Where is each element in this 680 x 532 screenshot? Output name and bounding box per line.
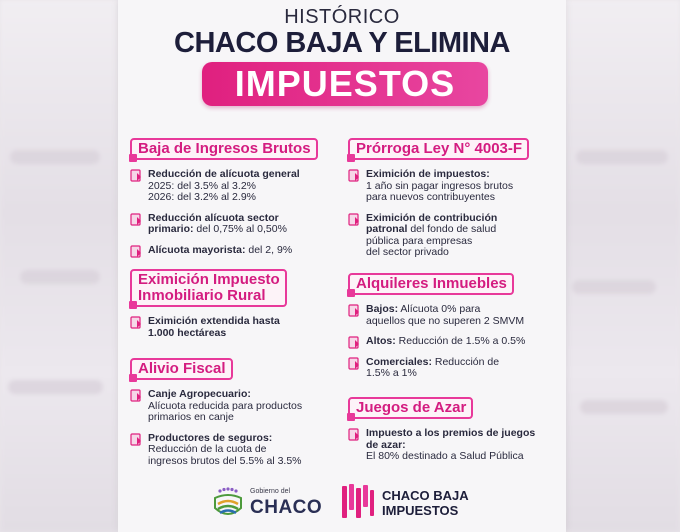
section-juegos-azar [348, 397, 558, 463]
infographic-card [118, 0, 566, 532]
highlight-banner: IMPUESTOS [202, 62, 488, 106]
section-title: Baja de Ingresos Brutos [130, 138, 318, 160]
section-title: Alquileres Inmuebles [348, 273, 514, 295]
document-icon [130, 433, 143, 446]
document-icon [348, 213, 361, 226]
gov-small-label: Gobierno del [250, 488, 291, 495]
list-item: Alícuota mayorista: del 2, 9% [130, 245, 340, 257]
blurred-background-left [0, 0, 118, 532]
section-title: Eximición Impuesto Inmobiliario Rural [130, 269, 287, 307]
document-icon [348, 304, 361, 317]
section-title: Prórroga Ley N° 4003-F [348, 138, 529, 160]
document-icon [348, 169, 361, 182]
list-item: Impuesto a los premios de juegos de azar: El 80% destinado a Salud Pública [348, 428, 558, 463]
campaign-line-2: IMPUESTOS [382, 503, 459, 518]
document-icon [130, 169, 143, 182]
list-item: Eximición de contribución patronal del fondo de salud pública para empresas del sector privado [348, 213, 558, 259]
section-alivio-fiscal [130, 358, 340, 467]
list-item: Altos: Reducción de 1.5% a 0.5% [348, 336, 558, 348]
campaign-line-1: CHACO BAJA [382, 488, 469, 503]
document-icon [130, 213, 143, 226]
main-title: CHACO BAJA Y ELIMINA [174, 27, 510, 59]
pre-title: HISTÓRICO [284, 6, 400, 28]
gov-big-label: CHACO [250, 497, 323, 518]
list-item: Eximición de impuestos: 1 año sin pagar ingresos brutos para nuevos contribuyentes [348, 169, 558, 204]
list-item: Comerciales: Reducción de 1.5% a 1% [348, 357, 558, 380]
footer [118, 480, 566, 524]
list-item: Reducción alícuota sector primario: del 0,75% al 0,50% [130, 213, 340, 236]
document-icon [130, 316, 143, 329]
list-item: Bajos: Alícuota 0% para aquellos que no superen 2 SMVM [348, 304, 558, 327]
gobierno-chaco-logo [210, 484, 330, 522]
section-alquileres [348, 273, 558, 380]
document-icon [348, 428, 361, 441]
blurred-background-right [562, 0, 680, 532]
list-item: Productores de seguros: Reducción de la cuota de ingresos brutos del 5.5% al 3.5% [130, 433, 340, 468]
document-icon [130, 245, 143, 258]
section-title: Alivio Fiscal [130, 358, 233, 380]
list-item: Canje Agropecuario: Alícuota reducida para productos primarios en canje [130, 389, 340, 424]
chaco-baja-impuestos-logo [340, 482, 490, 522]
stripes-logo-icon [340, 482, 376, 522]
document-icon [348, 336, 361, 349]
list-item: Eximición extendida hasta 1.000 hectáreas [130, 316, 340, 339]
section-ingresos-brutos [130, 138, 340, 256]
document-icon [130, 389, 143, 402]
gov-emblem-icon [210, 486, 246, 522]
section-title: Juegos de Azar [348, 397, 473, 419]
section-inmobiliario-rural [130, 269, 340, 339]
section-prorroga-ley [348, 138, 558, 259]
list-item: Reducción de alícuota general 2025: del 3.5% al 3.2% 2026: del 3.2% al 2.9% [130, 169, 340, 204]
document-icon [348, 357, 361, 370]
